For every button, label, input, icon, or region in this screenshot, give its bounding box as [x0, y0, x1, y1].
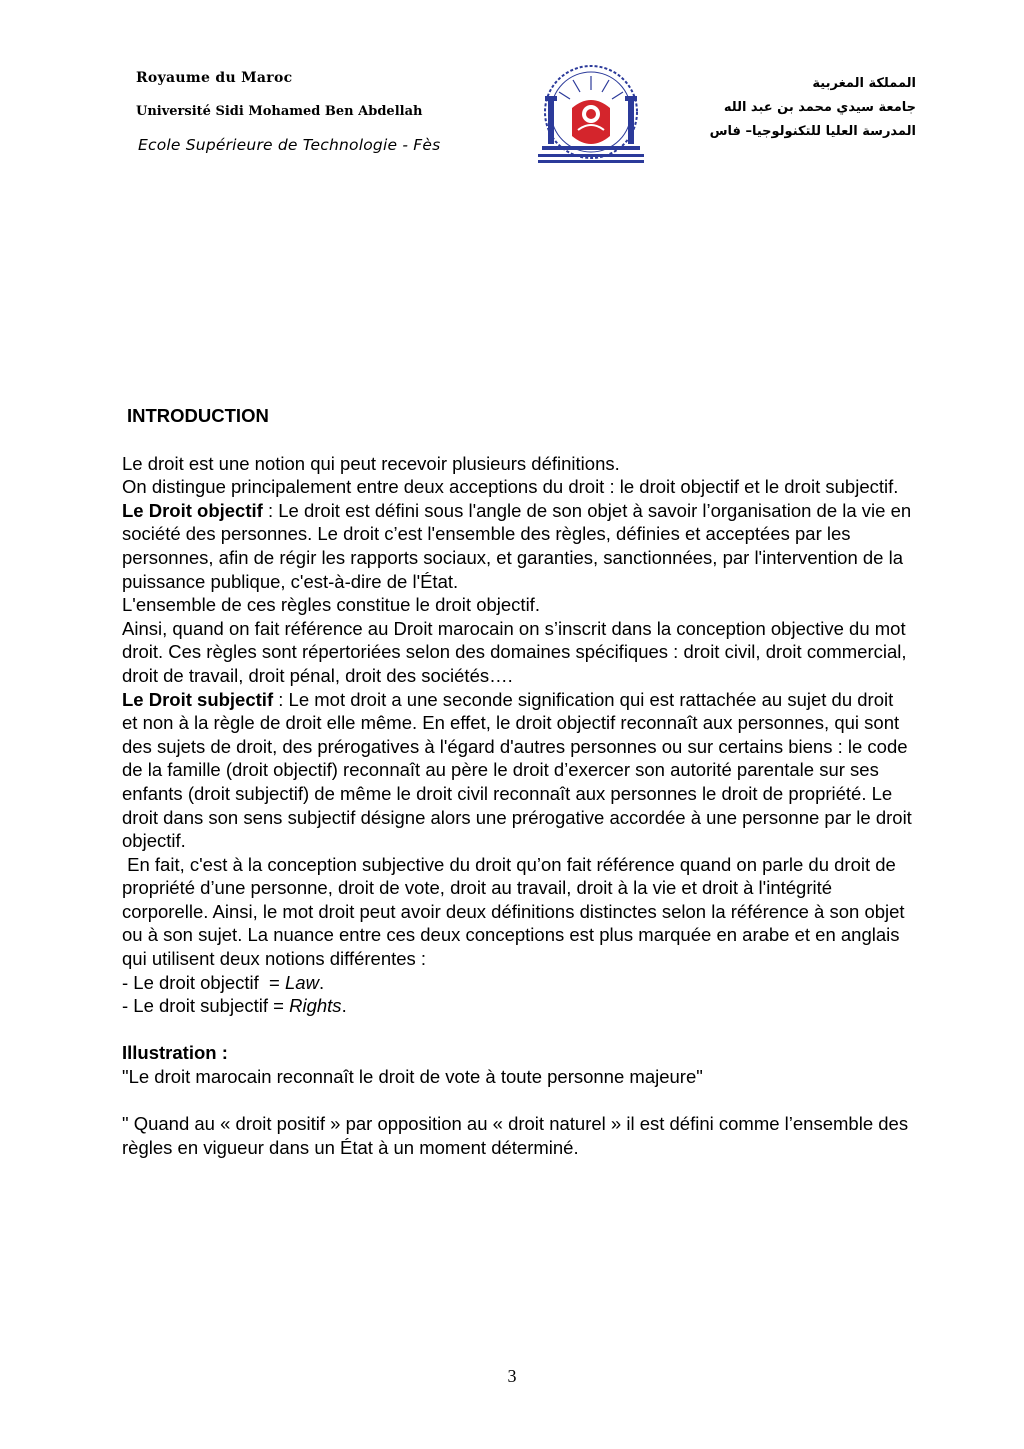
list-item-law [122, 971, 912, 995]
paragraph-droit-subjectif [122, 688, 912, 853]
paragraph-conception-subjective: En fait, c'est à la conception subjective du droit qu’on fait référence quand on parle du droit de propriété d’une personne, droit de vote, droit au travail, droit à la vie et droit à l'intégrité corporelle. Ainsi, le mot droit peut avoir deux définitions distinctes selon la référence à son objet ou à son sujet. La nuance entre ces deux conceptions est plus marquée en arabe et en anglais qui utilisent deux notions différentes : [122, 853, 910, 970]
definition-droit-subjectif: : Le mot droit a une seconde signification qui est rattachée au sujet du droit et non à la règle de droit elle même. En effet, le droit objectif reconnaît aux personnes, qui sont des sujets de droit, des prérogatives à l'égard d'autres personnes ou sur certains biens : le code de la famille (droit objectif) reconnaît au père le droit d’exercer son autorité parentale sur ses enfants (droit subjectif) de même le droit civil reconnaît aux personnes le droit de propriété. Le droit dans son sens subjectif désigne alors une prérogative accordée à une personne par le droit objectif. [122, 688, 912, 852]
paragraph-ensemble-regles: L'ensemble de ces règles constitue le droit objectif. [122, 594, 540, 616]
illustration-heading: Illustration : [122, 1042, 228, 1064]
term-droit-subjectif: Le Droit subjectif [122, 688, 274, 710]
term-rights: Rights [289, 995, 342, 1017]
university-name: Université Sidi Mohamed Ben Abdellah [136, 104, 423, 119]
paragraph-droit-marocain: Ainsi, quand on fait référence au Droit marocain on s’inscrit dans la conception objective du mot droit. Ces règles sont répertoriées selon des domaines spécifiques : droit civil, droit commercial, droit de travail, droit pénal, droit des sociétés…. [122, 617, 907, 686]
list-item-rights-prefix: - Le droit subjectif = [122, 995, 290, 1017]
section-title: INTRODUCTION [127, 405, 269, 426]
page-number: 3 [507, 1366, 517, 1386]
list-item-rights [122, 994, 912, 1018]
document-body [122, 404, 912, 1159]
list-item-law-prefix: - Le droit objectif = [122, 971, 285, 993]
school-name-arabic: المدرسة العليا للتكنولوجيا– فاس [709, 124, 916, 139]
paragraph-intro: Le droit est une notion qui peut recevoir plusieurs définitions. [122, 452, 620, 474]
university-seal-icon [528, 62, 654, 174]
kingdom-name: Royaume du Maroc [136, 70, 293, 86]
term-droit-objectif: Le Droit objectif [122, 499, 263, 521]
term-law: Law [285, 971, 319, 993]
list-item-rights-suffix: . [341, 995, 347, 1017]
paragraph-droit-objectif [122, 499, 912, 593]
paragraph-droit-positif: " Quand au « droit positif » par opposition au « droit naturel » il est défini comme l’ensemble des règles en vigueur dans un État à un moment déterminé. [122, 1113, 909, 1158]
definition-droit-objectif: : Le droit est défini sous l'angle de son objet à savoir l’organisation de la vie en société des personnes. Le droit c’est l'ensemble des règles, définies et acceptées par les personnes, afin de régir les rapports sociaux, et garanties, sanctionnées, par l'intervention de la puissance publique, c'est-à-dire de l'État. [122, 499, 912, 592]
kingdom-name-arabic: المملكة المغربية [812, 76, 916, 91]
university-name-arabic: جامعة سيدي محمد بن عبد الله [723, 100, 916, 115]
header-left [136, 70, 440, 154]
paragraph-acceptions: On distingue principalement entre deux acceptions du droit : le droit objectif et le droit subjectif. [122, 476, 899, 498]
header-right [710, 76, 916, 148]
illustration-quote: "Le droit marocain reconnaît le droit de vote à toute personne majeure" [122, 1066, 703, 1088]
spacer [122, 1089, 912, 1113]
list-item-law-suffix: . [318, 971, 325, 993]
spacer [122, 1018, 912, 1042]
school-name: Ecole Supérieure de Technologie - Fès [138, 136, 441, 154]
